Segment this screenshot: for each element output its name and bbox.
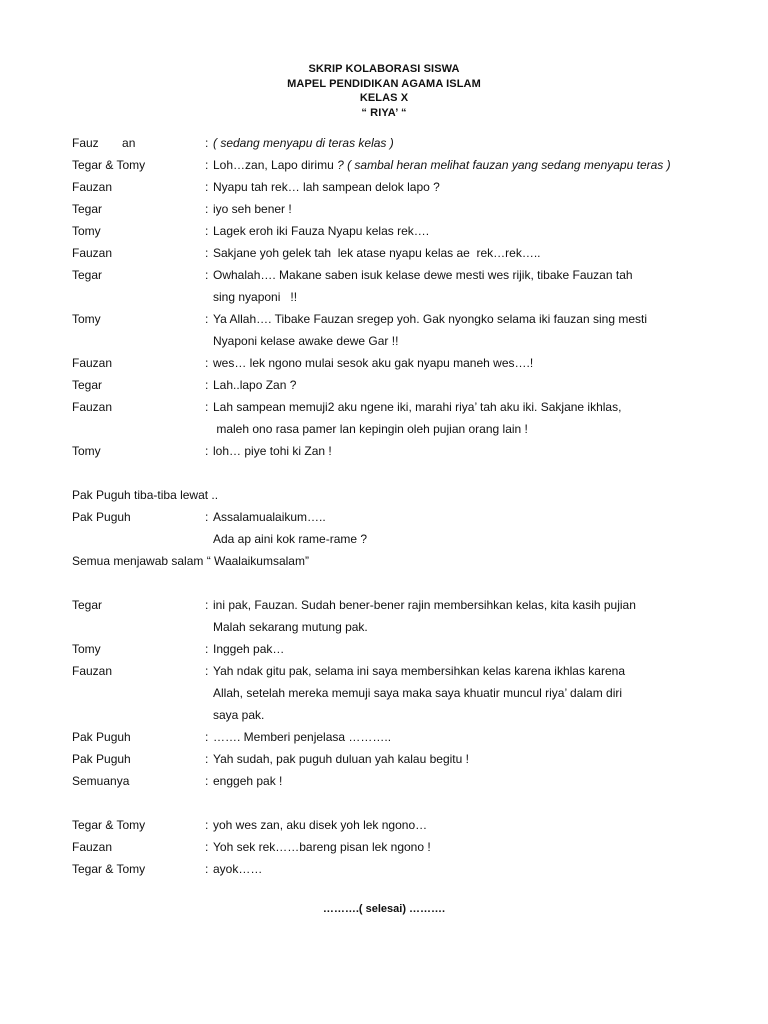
dialogue-line xyxy=(72,638,752,660)
dialogue-text: ……. Memberi penjelasa ……….. xyxy=(213,730,392,744)
dialogue-text: Lah sampean memuji2 aku ngene iki, marahi riya’ tah aku iki. Sakjane ikhlas, xyxy=(213,400,622,414)
dialogue-text: wes… lek ngono mulai sesok aku gak nyapu maneh wes….! xyxy=(213,356,534,370)
dialogue-line xyxy=(72,726,752,748)
dialogue-line xyxy=(72,242,752,264)
colon-separator: : xyxy=(205,268,209,282)
colon-separator: : xyxy=(205,224,209,238)
dialogue-line xyxy=(72,506,752,528)
dialogue-line xyxy=(72,308,752,330)
dialogue-line xyxy=(72,374,752,396)
dialogue-line xyxy=(72,814,752,836)
spacer xyxy=(72,792,752,814)
narration-line: Pak Puguh tiba-tiba lewat .. xyxy=(72,488,219,502)
script-title xyxy=(0,62,768,120)
speaker-name: Fauzan xyxy=(72,840,113,854)
dialogue-line xyxy=(72,836,752,858)
speaker-name: Fauz an xyxy=(72,136,136,150)
dialogue-line xyxy=(72,352,752,374)
colon-separator: : xyxy=(205,752,209,766)
colon-separator: : xyxy=(205,356,209,370)
colon-separator: : xyxy=(205,664,209,678)
colon-separator: : xyxy=(205,180,209,194)
dialogue-line xyxy=(72,220,752,242)
dialogue-continuation: Malah sekarang mutung pak. xyxy=(213,620,368,634)
colon-separator: : xyxy=(205,510,209,524)
dialogue-text: Lah..lapo Zan ? xyxy=(213,378,297,392)
colon-separator: : xyxy=(205,378,209,392)
speaker-name: Fauzan xyxy=(72,180,113,194)
dialogue-line xyxy=(72,132,752,154)
speaker-name: Tomy xyxy=(72,224,101,238)
colon-separator: : xyxy=(205,840,209,854)
colon-separator: : xyxy=(205,598,209,612)
dialogue-line xyxy=(72,396,752,418)
dialogue-line xyxy=(72,440,752,462)
speaker-name: Tegar & Tomy xyxy=(72,158,146,172)
dialogue-continuation: Nyaponi kelase awake dewe Gar !! xyxy=(213,334,399,348)
colon-separator: : xyxy=(205,862,209,876)
speaker-name: Fauzan xyxy=(72,400,113,414)
speaker-name: Tomy xyxy=(72,312,101,326)
dialogue-text: Owhalah…. Makane saben isuk kelase dewe mesti wes rijik, tibake Fauzan tah xyxy=(213,268,633,282)
colon-separator: : xyxy=(205,246,209,260)
dialogue-continuation: Ada ap aini kok rame-rame ? xyxy=(213,532,368,546)
dialogue-text: ayok…… xyxy=(213,862,263,876)
colon-separator: : xyxy=(205,202,209,216)
colon-separator: : xyxy=(205,158,209,172)
dialogue-text: Inggeh pak… xyxy=(213,642,285,656)
title-line-2: MAPEL PENDIDIKAN AGAMA ISLAM xyxy=(287,77,481,90)
colon-separator: : xyxy=(205,774,209,788)
dialogue-line xyxy=(72,748,752,770)
dialogue-line xyxy=(72,770,752,792)
speaker-name: Semuanya xyxy=(72,774,130,788)
dialogue-text: Nyapu tah rek… lah sampean delok lapo ? xyxy=(213,180,440,194)
dialogue-line xyxy=(72,154,752,176)
dialogue-text: Yah sudah, pak puguh duluan yah kalau begitu ! xyxy=(213,752,469,766)
speaker-name: Tomy xyxy=(72,642,101,656)
colon-separator: : xyxy=(205,400,209,414)
dialogue-text: Ya Allah…. Tibake Fauzan sregep yoh. Gak nyongko selama iki fauzan sing mesti xyxy=(213,312,648,326)
dialogue-continuation: sing nyaponi !! xyxy=(213,290,298,304)
dialogue-continuation: Allah, setelah mereka memuji saya maka saya khuatir muncul riya’ dalam diri xyxy=(213,686,623,700)
dialogue-line xyxy=(72,176,752,198)
colon-separator: : xyxy=(205,818,209,832)
dialogue-continuation: maleh ono rasa pamer lan kepingin oleh pujian orang lain ! xyxy=(213,422,528,436)
dialogue-text xyxy=(213,154,671,176)
speaker-name: Tegar xyxy=(72,268,103,282)
speaker-name: Pak Puguh xyxy=(72,730,131,744)
dialogue-text: Yoh sek rek……bareng pisan lek ngono ! xyxy=(213,840,431,854)
speaker-name: Tegar xyxy=(72,378,103,392)
speaker-name: Tegar & Tomy xyxy=(72,862,146,876)
dialogue-text: Assalamualaikum….. xyxy=(213,510,326,524)
dialogue-continuation: saya pak. xyxy=(213,708,265,722)
speaker-name: Pak Puguh xyxy=(72,510,131,524)
dialogue-line xyxy=(72,594,752,616)
dialogue-line xyxy=(72,858,752,880)
title-line-1: SKRIP KOLABORASI SISWA xyxy=(308,63,460,75)
colon-separator: : xyxy=(205,642,209,656)
dialogue-text: Lagek eroh iki Fauza Nyapu kelas rek…. xyxy=(213,224,430,238)
speaker-name: Pak Puguh xyxy=(72,752,131,766)
colon-separator: : xyxy=(205,730,209,744)
dialogue-script xyxy=(72,132,752,880)
dialogue-text: yoh wes zan, aku disek yoh lek ngono… xyxy=(213,818,428,832)
stage-direction: ? ( sambal heran melihat fauzan yang sedang menyapu teras ) xyxy=(333,158,671,172)
colon-separator: : xyxy=(205,444,209,458)
dialogue-line xyxy=(72,660,752,682)
title-line-3: KELAS X xyxy=(359,92,409,104)
speaker-name: Fauzan xyxy=(72,664,113,678)
spacer xyxy=(72,462,752,484)
dialogue-text: enggeh pak ! xyxy=(213,774,283,788)
spacer xyxy=(72,572,752,594)
dialogue-text: Yah ndak gitu pak, selama ini saya membersihkan kelas karena ikhlas karena xyxy=(213,664,625,678)
script-ending: ……….( selesai) ………. xyxy=(322,903,446,915)
colon-separator: : xyxy=(205,312,209,326)
speaker-name: Tegar xyxy=(72,598,103,612)
dialogue-line xyxy=(72,198,752,220)
narration-line: Semua menjawab salam “ Waalaikumsalam” xyxy=(72,554,309,568)
colon-separator: : xyxy=(205,136,209,150)
dialogue-line xyxy=(72,264,752,286)
speaker-name: Tegar xyxy=(72,202,103,216)
speaker-name: Fauzan xyxy=(72,246,113,260)
speaker-name: Tegar & Tomy xyxy=(72,818,146,832)
dialogue-text: iyo seh bener ! xyxy=(213,202,292,216)
dialogue-text: loh… piye tohi ki Zan ! xyxy=(213,444,332,458)
speaker-name: Tomy xyxy=(72,444,101,458)
title-line-4: “ RIYA’ “ xyxy=(361,106,407,119)
dialogue-text: ini pak, Fauzan. Sudah bener-bener rajin membersihkan kelas, kita kasih pujian xyxy=(213,598,636,612)
dialogue-text: Sakjane yoh gelek tah lek atase nyapu kelas ae rek…rek….. xyxy=(213,246,541,260)
dialogue-spoken: Loh…zan, Lapo dirimu xyxy=(213,158,334,172)
speaker-name: Fauzan xyxy=(72,356,113,370)
dialogue-text: ( sedang menyapu di teras kelas ) xyxy=(213,136,394,150)
